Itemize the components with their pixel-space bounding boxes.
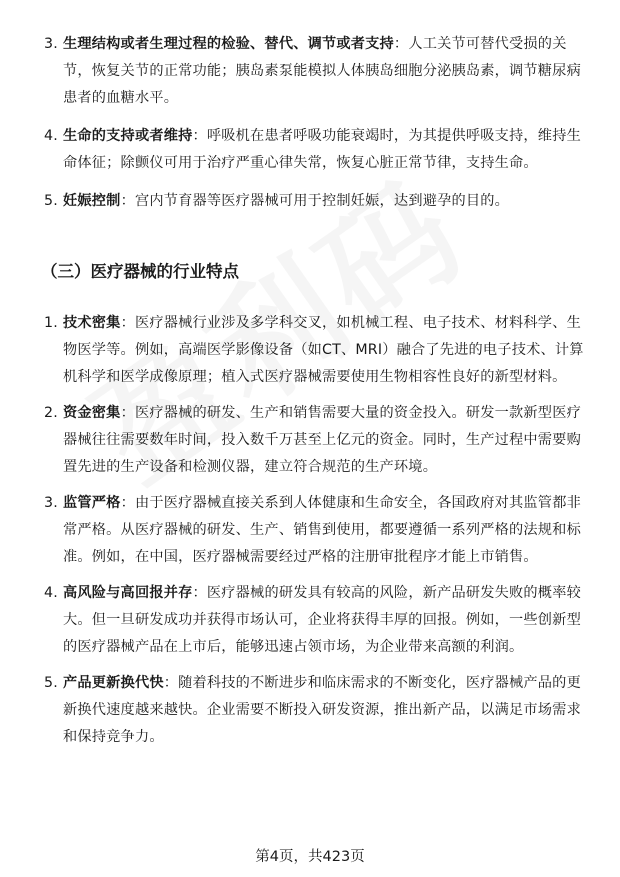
item-number: 5. (44, 193, 58, 209)
item-text: 随着科技的不断进步和临床需求的不断变化，医疗器械产品的更新换代速度越来越快。企业需要不断投入研发资源，推出新产品，以满足市场需求和保持竞争力。 (63, 675, 581, 745)
item-term: 妊娠控制 (63, 193, 121, 209)
item-number: 4. (44, 585, 58, 601)
list-item (0, 670, 620, 751)
item-separator: ： (120, 405, 135, 421)
page-footer: 第4页，共423页 (255, 849, 365, 865)
numbered-list-top (0, 31, 620, 215)
item-text: 医疗器械的研发、生产和销售需要大量的资金投入。研发一款新型医疗器械往往需要数年时间，投入数千万甚至上亿元的资金。同时，生产过程中需要购置先进的生产设备和检测仪器，建立符合规范的生产环境。 (63, 405, 581, 475)
item-term: 产品更新换代快 (63, 675, 164, 691)
item-number: 5. (44, 675, 58, 691)
item-text: 医疗器械行业涉及多学科交叉，如机械工程、电子技术、材料科学、生物医学等。例如，高端医学影像设备（如CT、MRI）融合了先进的电子技术、计算机科学和医学成像原理；植入式医疗器械需要使用生物相容性良好的新型材料。 (63, 315, 584, 385)
numbered-list-bottom (0, 310, 620, 751)
item-number: 3. (44, 36, 58, 52)
item-term: 技术密集 (63, 315, 121, 331)
list-item (0, 580, 620, 661)
item-text: 人工关节可替代受损的关节，恢复关节的正常功能；胰岛素泵能模拟人体胰岛细胞分泌胰岛素，调节糖尿病患者的血糖水平。 (63, 36, 581, 106)
item-number: 2. (44, 405, 58, 421)
list-item (0, 123, 620, 177)
list-item (0, 490, 620, 571)
list-item (0, 31, 620, 112)
item-text: 呼吸机在患者呼吸功能衰竭时，为其提供呼吸支持，维持生命体征；除颤仪可用于治疗严重心律失常，恢复心脏正常节律，支持生命。 (63, 128, 581, 171)
item-text: 由于医疗器械直接关系到人体健康和生命安全，各国政府对其监管都非常严格。从医疗器械的研发、生产、销售到使用，都要遵循一系列严格的法规和标准。例如，在中国，医疗器械需要经过严格的注册审批程序才能上市销售。 (63, 495, 581, 565)
item-term: 资金密集 (63, 405, 121, 421)
item-term: 生理结构或者生理过程的检验、替代、调节或者支持 (63, 36, 394, 52)
item-text: 宫内节育器等医疗器械可用于控制妊娠，达到避孕的目的。 (134, 193, 510, 209)
item-separator: ： (120, 315, 135, 331)
list-item (0, 400, 620, 481)
item-term: 高风险与高回报并存 (63, 585, 193, 601)
item-separator: ： (192, 585, 207, 601)
item-text: 医疗器械的研发具有较高的风险，新产品研发失败的概率较大。但一旦研发成功并获得市场认可，企业将获得丰厚的回报。例如，一些创新型的医疗器械产品在上市后，能够迅速占领市场，为企业带来高额的利润。 (63, 585, 581, 655)
item-separator: ： (120, 495, 135, 511)
item-number: 3. (44, 495, 58, 511)
list-item (0, 188, 620, 215)
item-separator: ： (163, 675, 179, 691)
section-heading: （三）医疗器械的行业特点 (41, 262, 239, 281)
item-separator: ： (393, 36, 409, 52)
item-term: 生命的支持或者维持 (63, 128, 193, 144)
item-separator: ： (120, 193, 135, 209)
list-item (0, 310, 620, 391)
item-separator: ： (192, 128, 207, 144)
item-number: 1. (44, 315, 58, 331)
item-number: 4. (44, 128, 58, 144)
item-term: 监管严格 (63, 495, 121, 511)
